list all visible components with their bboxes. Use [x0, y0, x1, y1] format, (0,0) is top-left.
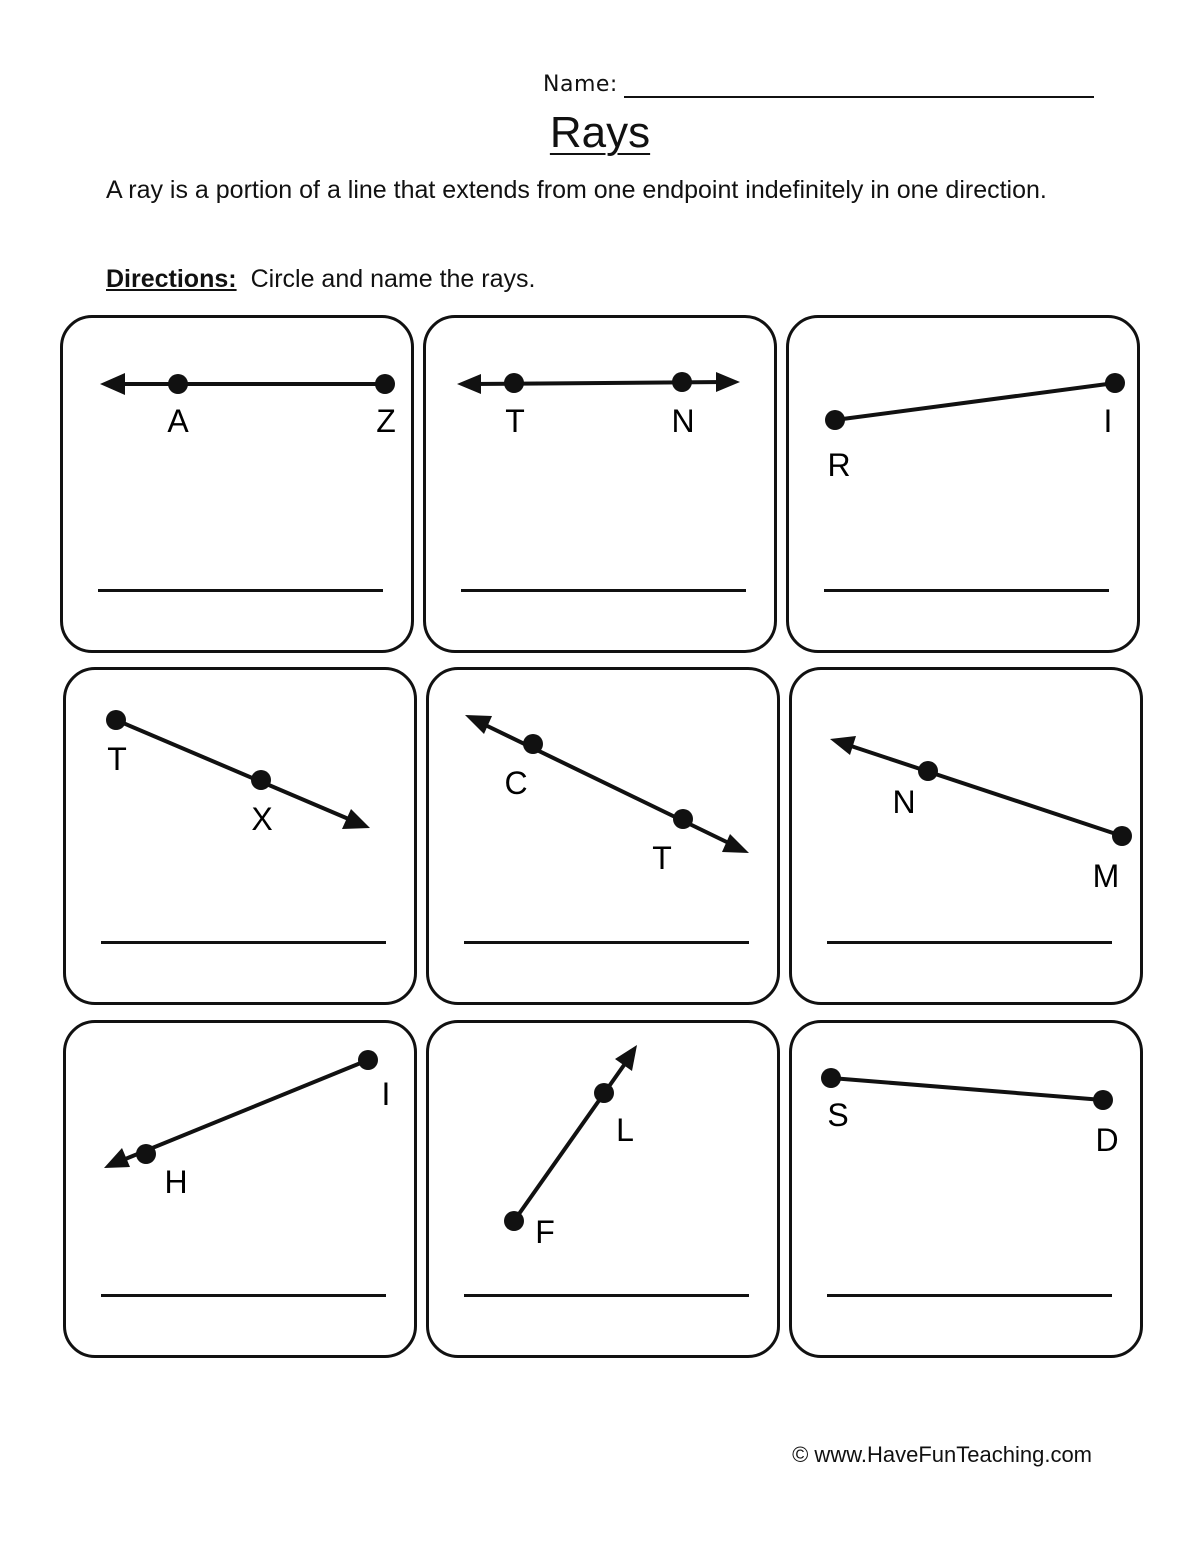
answer-line[interactable] — [827, 941, 1112, 944]
point — [1105, 373, 1125, 393]
arrow-head — [104, 1148, 130, 1168]
answer-line[interactable] — [827, 1294, 1112, 1297]
problem-card-7 — [63, 1020, 417, 1358]
point-label: F — [535, 1214, 555, 1250]
name-blank-line[interactable] — [624, 96, 1094, 98]
ray-figure-3 — [789, 318, 1140, 653]
answer-line[interactable] — [464, 1294, 749, 1297]
point-label: H — [164, 1164, 188, 1200]
point-label: I — [1103, 403, 1113, 439]
ray-figure-4 — [66, 670, 417, 1005]
point — [1112, 826, 1132, 846]
point-label: I — [381, 1076, 391, 1112]
point-label: T — [652, 840, 672, 876]
intro-text: A ray is a portion of a line that extends from one endpoint indefinitely in one direction. — [106, 176, 1047, 204]
point — [168, 374, 188, 394]
point-label: T — [505, 403, 525, 439]
point-label: T — [107, 741, 127, 777]
point-label: D — [1095, 1122, 1119, 1158]
point-label: Z — [376, 403, 396, 439]
point — [673, 809, 693, 829]
point-label: R — [827, 447, 851, 483]
point — [504, 373, 524, 393]
directions-label: Directions: — [106, 265, 237, 293]
answer-line[interactable] — [461, 589, 746, 592]
point-label: X — [251, 801, 273, 837]
point — [918, 761, 938, 781]
problem-card-2 — [423, 315, 777, 653]
ray-figure-6 — [792, 670, 1143, 1005]
name-row — [543, 70, 1103, 102]
ray-figure-8 — [429, 1023, 780, 1358]
answer-line[interactable] — [824, 589, 1109, 592]
arrow-head — [465, 715, 492, 734]
point-label: S — [827, 1097, 849, 1133]
copyright-footer: © www.HaveFunTeaching.com — [792, 1442, 1092, 1467]
point-label: N — [671, 403, 695, 439]
point-label: L — [616, 1112, 634, 1148]
point-label: M — [1092, 858, 1120, 894]
ray-figure-5 — [429, 670, 780, 1005]
problem-card-5 — [426, 667, 780, 1005]
page-title — [0, 108, 1200, 158]
name-label: Name: — [543, 72, 618, 97]
problem-card-8 — [426, 1020, 780, 1358]
point — [251, 770, 271, 790]
problem-card-1 — [60, 315, 414, 653]
ray-figure-2 — [426, 318, 777, 653]
problem-card-6 — [789, 667, 1143, 1005]
point — [672, 372, 692, 392]
point-label: N — [892, 784, 916, 820]
point — [504, 1211, 524, 1231]
problem-card-3 — [786, 315, 1140, 653]
point-label: C — [504, 765, 528, 801]
arrow-head — [615, 1045, 637, 1071]
point — [106, 710, 126, 730]
point — [375, 374, 395, 394]
answer-line[interactable] — [98, 589, 383, 592]
point — [136, 1144, 156, 1164]
answer-line[interactable] — [464, 941, 749, 944]
point — [825, 410, 845, 430]
arrow-head — [722, 834, 749, 853]
arrow-head — [716, 372, 740, 392]
point — [594, 1083, 614, 1103]
arrow-head — [457, 374, 481, 394]
problem-card-9 — [789, 1020, 1143, 1358]
ray-figure-9 — [792, 1023, 1143, 1358]
answer-line[interactable] — [101, 941, 386, 944]
point-label: A — [167, 403, 189, 439]
directions — [106, 265, 535, 294]
problem-card-4 — [63, 667, 417, 1005]
point — [821, 1068, 841, 1088]
arrow-head — [100, 373, 125, 395]
point — [1093, 1090, 1113, 1110]
point — [358, 1050, 378, 1070]
ray-figure-7 — [66, 1023, 417, 1358]
directions-text: Circle and name the rays. — [250, 265, 536, 293]
page-title-text: Rays — [549, 108, 651, 157]
point — [523, 734, 543, 754]
ray-figure-1 — [63, 318, 414, 653]
arrow-head — [830, 736, 856, 755]
answer-line[interactable] — [101, 1294, 386, 1297]
